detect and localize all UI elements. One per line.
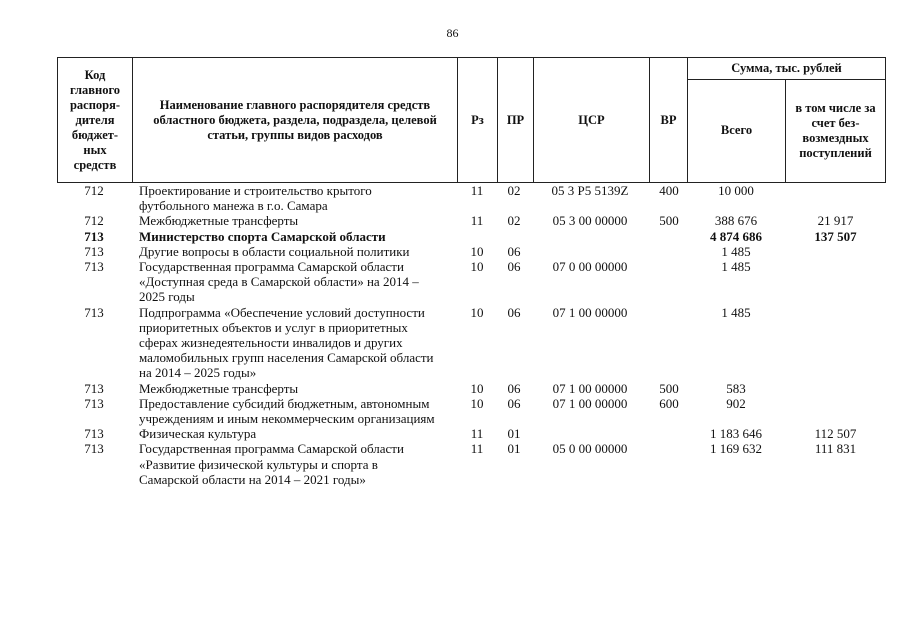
cell-name: Государственная программа Самарской области «Развитие физической культуры и спорта в Самарской области на 2014 – 2021 годы» (139, 441, 404, 487)
cell-code: 713 (84, 259, 104, 275)
cell-rz: 10 (470, 395, 484, 411)
cell-code: 713 (84, 395, 104, 411)
cell-code: 713 (84, 304, 104, 320)
cell-pr: 06 (507, 243, 521, 259)
cell-free: 111 831 (814, 441, 857, 457)
table-row (57, 426, 886, 441)
cell-name: Подпрограмма «Обеспечение условий доступности приоритетных объектов и услуг в приоритетных сферах жизнедеятельности инвалидов и других маломобильных групп населения Самарской области на 2014 – 2025 годы» (139, 304, 434, 381)
table-row (57, 396, 886, 426)
header-rz: Рз (458, 58, 498, 182)
cell-name: Межбюджетные трансферты (139, 380, 299, 396)
table-row (57, 441, 886, 487)
cell-total: 388 676 (714, 213, 758, 229)
cell-pr: 06 (507, 395, 521, 411)
cell-name: Проектирование и строительство крытого футбольного манежа в г.о. Самара (139, 183, 372, 214)
cell-csr: 05 0 00 00000 (552, 441, 628, 457)
cell-vr: 500 (659, 380, 679, 396)
cell-total: 1 485 (721, 259, 751, 275)
cell-code: 713 (84, 380, 104, 396)
cell-code: 712 (84, 183, 104, 198)
cell-free: 21 917 (817, 213, 854, 229)
cell-csr: 07 1 00 00000 (552, 395, 628, 411)
cell-pr: 06 (507, 259, 521, 275)
cell-rz: 10 (470, 304, 484, 320)
cell-code: 713 (84, 228, 104, 244)
cell-vr: 400 (659, 183, 679, 198)
cell-pr: 02 (507, 183, 521, 198)
cell-free: 137 507 (814, 228, 857, 244)
table-row (57, 213, 886, 228)
cell-csr: 07 0 00 00000 (552, 259, 628, 275)
cell-rz: 10 (470, 259, 484, 275)
cell-code: 713 (84, 243, 104, 259)
cell-name: Государственная программа Самарской области «Доступная среда в Самарской области» на 2014 – 2025 годы (139, 259, 419, 305)
cell-pr: 06 (507, 304, 521, 320)
cell-csr: 05 3 00 00000 (552, 213, 628, 229)
cell-vr: 600 (659, 395, 679, 411)
cell-total: 1 485 (721, 243, 751, 259)
cell-csr: 07 1 00 00000 (552, 304, 628, 320)
cell-total: 902 (726, 395, 746, 411)
cell-code: 713 (84, 441, 104, 457)
cell-total: 583 (726, 380, 746, 396)
cell-name: Предоставление субсидий бюджетным, автономным учреждениям и иным некоммерческим организациям (139, 395, 435, 427)
cell-rz: 10 (470, 243, 484, 259)
cell-name: Физическая культура (139, 426, 257, 442)
cell-rz: 10 (470, 380, 484, 396)
header-name: Наименование главного распорядителя средств областного бюджета, раздела, подраздела, целевой статьи, группы видов расходов (133, 58, 458, 182)
cell-code: 712 (84, 213, 104, 229)
cell-code: 713 (84, 426, 104, 442)
cell-vr: 500 (659, 213, 679, 229)
table-row (57, 183, 886, 213)
header-csr: ЦСР (534, 58, 650, 182)
header-total: Всего (688, 79, 786, 182)
cell-name: Министерство спорта Самарской области (139, 228, 386, 244)
header-vr: ВР (650, 58, 688, 182)
page-number: 86 (446, 26, 459, 40)
cell-pr: 02 (507, 213, 521, 229)
header-free: в том числе за счет без-возмездных поступлений (795, 100, 876, 160)
header-sum: Сумма, тыс. рублей (688, 58, 885, 80)
cell-rz: 11 (470, 426, 484, 442)
cell-name: Межбюджетные трансферты (139, 213, 299, 229)
table-body (57, 183, 886, 487)
table-row (57, 259, 886, 305)
header-pr: ПР (498, 58, 534, 182)
table-row (57, 229, 886, 244)
cell-total: 4 874 686 (710, 228, 762, 244)
cell-total: 1 169 632 (710, 441, 762, 457)
cell-total: 1 183 646 (710, 426, 762, 442)
table-header (57, 57, 886, 183)
table-row (57, 305, 886, 381)
table-row (57, 381, 886, 396)
cell-rz: 11 (470, 213, 484, 229)
cell-csr: 05 3 P5 5139Z (551, 183, 629, 198)
cell-pr: 06 (507, 380, 521, 396)
cell-pr: 01 (507, 426, 521, 442)
cell-total: 10 000 (718, 183, 754, 198)
cell-free: 112 507 (814, 426, 857, 442)
cell-name: Другие вопросы в области социальной политики (139, 243, 410, 259)
cell-total: 1 485 (721, 304, 751, 320)
cell-rz: 11 (470, 183, 484, 198)
cell-pr: 01 (507, 441, 521, 457)
cell-rz: 11 (470, 441, 484, 457)
table-row (57, 244, 886, 259)
cell-csr: 07 1 00 00000 (552, 380, 628, 396)
header-sum-group (688, 58, 885, 182)
header-code: Код главного распоря-дителя бюджет-ных средств (58, 58, 133, 182)
